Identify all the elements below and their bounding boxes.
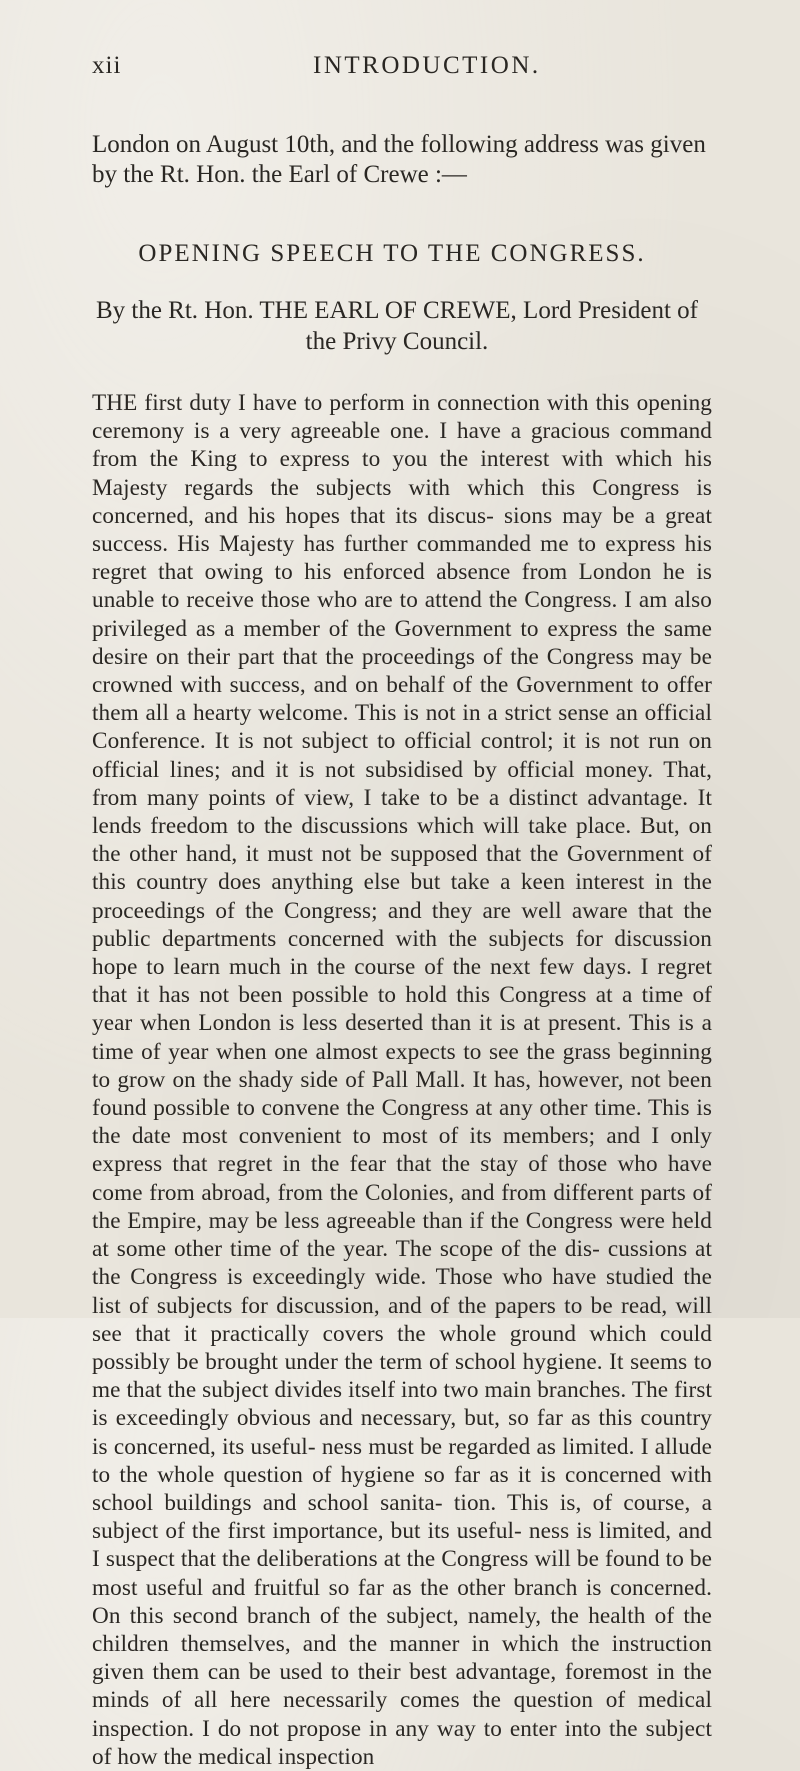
running-title: INTRODUCTION.	[313, 52, 541, 79]
page-number: xii	[92, 52, 122, 79]
speaker-byline: By the Rt. Hon. THE EARL OF CREWE, Lord President of the Privy Council.	[95, 297, 699, 355]
speech-body: THE first duty I have to perform in connection with this opening ceremony is a very agreeable one. I have a gracious command from the King to express to you the interest with which his Majesty regards the subjects with which this Congress is concerned, and his hopes that its discus- sions may be a great success. His Majesty has further commanded me to express his regret that owing to his enforced absence from London he is unable to receive those who are to attend the Congress. I am also privileged as a member of the Government to express the same desire on their part that the proceedings of the Congress may be crowned with success, and on behalf of the Government to offer them all a hearty welcome. This is not in a strict sense an official Conference. It is not subject to official control; it is not run on official lines; and it is not subsidised by official money. That, from many points of view, I take to be a distinct advantage. It lends freedom to the discussions which will take place. But, on the other hand, it must not be supposed that the Government of this country does anything else but take a keen interest in the proceedings of the Congress; and they are well aware that the public departments concerned with the subjects for discussion hope to learn much in the course of the next few days. I regret that it has not been possible to hold this Congress at a time of year when London is less deserted than it is at present. This is a time of year when one almost expects to see the grass beginning to grow on the shady side of Pall Mall. It has, however, not been found possible to convene the Congress at any other time. This is the date most convenient to most of its members; and I only express that regret in the fear that the stay of those who have come from abroad, from the Colonies, and from different parts of the Empire, may be less agreeable than if the Congress were held at some other time of the year. The scope of the dis- cussions at the Congress is exceedingly wide. Those who have studied the list of subjects for discussion, and of the papers to be read, will see that it practically covers the whole ground which could possibly be brought under the term of school hygiene. It seems to me that the subject divides itself into two main branches. The first is exceedingly obvious and necessary, but, so far as this country is concerned, its useful- ness must be regarded as limited. I allude to the whole question of hygiene so far as it is concerned with school buildings and school sanita- tion. This is, of course, a subject of the first importance, but its useful- ness is limited, and I suspect that the deliberations at the Congress will be found to be most useful and fruitful so far as the other branch is concerned. On this second branch of the subject, namely, the health of the children themselves, and the manner in which the instruction given them can be used to their best advantage, foremost in the minds of all here necessarily comes the question of medical inspection. I do not propose in any way to enter into the subject of how the medical inspection	[92, 390, 712, 1770]
section-heading: OPENING SPEECH TO THE CONGRESS.	[138, 240, 646, 267]
intro-paragraph: London on August 10th, and the following address was given by the Rt. Hon. the Earl of Crewe :—	[92, 131, 706, 188]
running-head	[92, 44, 712, 84]
